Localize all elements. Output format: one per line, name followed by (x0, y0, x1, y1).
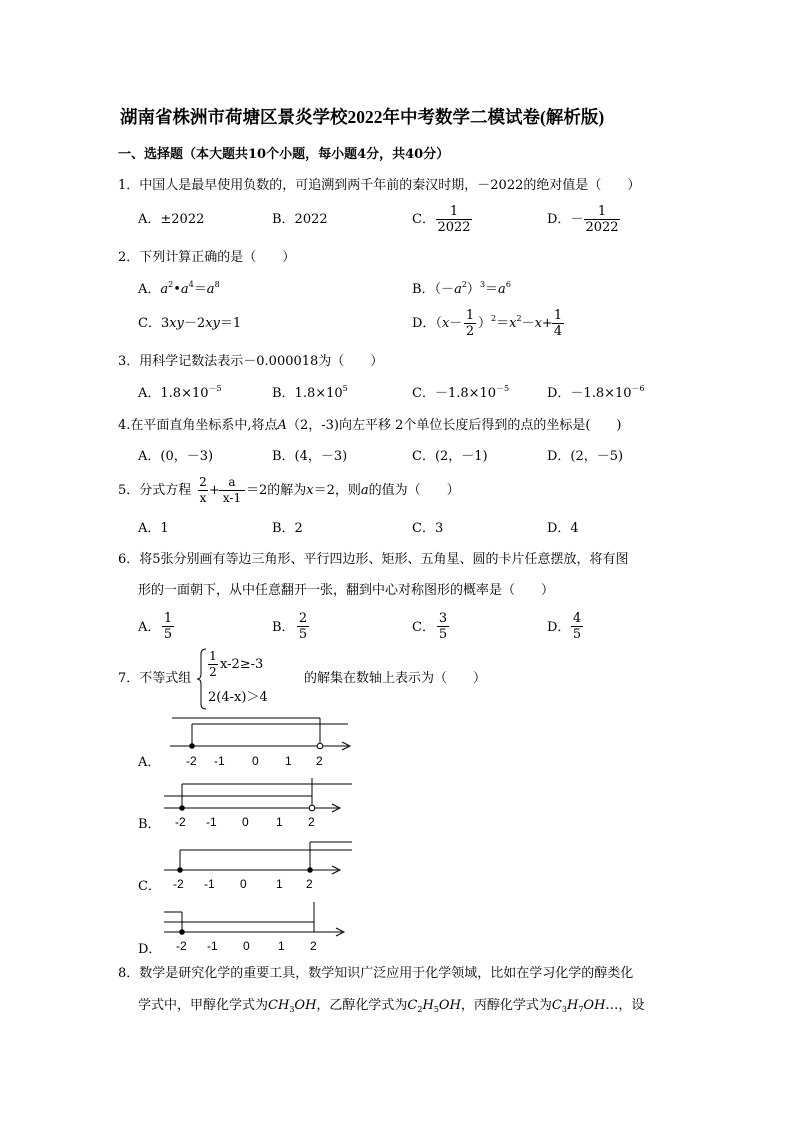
text: 4.在平面直角坐标系中,将点 (118, 418, 278, 433)
exp: －5 (496, 384, 510, 393)
op: ） (466, 282, 480, 297)
option-d: D． (547, 620, 571, 635)
tick-label: -2 (175, 815, 186, 829)
text: ＝2的解为 (246, 483, 307, 498)
tick-label: -2 (173, 877, 184, 891)
option-c: C．3 (412, 521, 444, 536)
fraction (584, 204, 620, 235)
fraction (297, 611, 309, 642)
numerator: a (228, 475, 236, 489)
option-d-tail (478, 316, 553, 332)
text: 学式中，甲醇化学式为 (138, 998, 269, 1013)
tick-label: 1 (276, 815, 283, 829)
option-a: A． (138, 620, 161, 635)
var: a (160, 282, 169, 297)
tick-label: -2 (176, 939, 187, 953)
tick-label: 0 (252, 754, 259, 768)
tick-label: 1 (276, 877, 283, 891)
text: ，乙醇化学式为 (316, 998, 408, 1013)
question-stem-line1: 6．将5张分别画有等边三角形、平行四边形、矩形、五角星、圆的卡片任意摆放，将有图 (118, 552, 629, 567)
closed-point (307, 867, 313, 873)
fraction (552, 308, 564, 339)
option-a: A．±2022 (138, 212, 205, 227)
text: B．1.8×10 (272, 386, 343, 401)
option-b: B．2 (272, 521, 303, 536)
denominator: 5 (163, 627, 173, 642)
denominator: 5 (438, 627, 448, 642)
option-a: A．1 (138, 521, 169, 536)
question-stem (118, 418, 622, 434)
formula: OH (438, 998, 461, 1013)
open-point (309, 805, 315, 811)
number-line-b (130, 776, 370, 832)
var: x (306, 483, 314, 498)
number-line-d (130, 902, 370, 958)
tick-label: -1 (207, 939, 218, 953)
closed-point (177, 867, 183, 873)
exp: 5 (342, 384, 348, 393)
text: ＝2，则 (313, 483, 361, 498)
exp: －5 (208, 384, 222, 393)
denominator: 5 (298, 627, 308, 642)
numerator: 1 (465, 308, 475, 323)
subscript: 3 (289, 1005, 295, 1014)
option-d: D．4 (547, 521, 579, 536)
formula: OH (294, 998, 317, 1013)
denominator: 2 (465, 324, 475, 339)
var: a (360, 483, 369, 498)
question-stem: 3．用科学记数法表示－0.000018为（ ） (118, 354, 384, 369)
fraction (198, 475, 208, 506)
stem-pre: 5．分式方程 (118, 483, 192, 498)
formula: H (422, 998, 434, 1013)
text: 的值为（ ） (368, 483, 460, 498)
fraction (208, 649, 218, 680)
option-c (412, 386, 509, 402)
inequality-2: 2(4-x)＞4 (208, 690, 268, 705)
subscript: 3 (561, 1005, 567, 1014)
exp: 6 (505, 280, 511, 289)
fraction (571, 611, 583, 642)
option-c: C．(2，－1) (412, 449, 488, 464)
var: xy (169, 316, 184, 331)
denominator: x-1 (222, 491, 242, 505)
numerator: 3 (438, 611, 448, 626)
formula: OH (583, 998, 606, 1013)
exp: 2 (168, 280, 174, 289)
option-b: B． (138, 817, 161, 832)
var: a (498, 282, 506, 297)
op: －2 (183, 316, 206, 331)
subscript: 2 (417, 1005, 423, 1014)
fraction (436, 204, 472, 235)
formula: C (551, 998, 562, 1013)
option-b: B．(4，－3) (272, 449, 348, 464)
number-line-a (130, 710, 370, 770)
closed-point (179, 805, 185, 811)
inequality-1: x-2≥-3 (220, 657, 264, 672)
tick-label: 0 (243, 939, 250, 953)
op: ＝ (485, 282, 499, 297)
var: xy (205, 316, 220, 331)
text: A．1.8×10 (138, 386, 209, 401)
exp: 2 (516, 314, 522, 323)
number-line-c (130, 838, 370, 896)
option-a: A．(0，－3) (138, 449, 214, 464)
subscript: 5 (433, 1005, 439, 1014)
label: B．（－ (412, 282, 455, 297)
op: ＝ (193, 282, 207, 297)
denominator: 2022 (437, 220, 471, 235)
stem-pre: 7．不等式组 (118, 671, 192, 686)
exp: 8 (214, 280, 220, 289)
plus: + (209, 483, 220, 498)
text: C．－1.8×10 (412, 386, 497, 401)
closed-point (189, 743, 195, 749)
formula: CH (268, 998, 290, 1013)
option-b (272, 386, 348, 402)
denominator: 2022 (585, 220, 619, 235)
text: D．－1.8×10 (547, 386, 632, 401)
var: x (534, 316, 542, 331)
text: …，设 (605, 998, 645, 1013)
option-c: C． (412, 212, 435, 227)
fraction (437, 611, 449, 642)
option-d: D． (138, 942, 162, 957)
fraction (464, 308, 476, 339)
var: a (180, 282, 189, 297)
text: ，丙醇化学式为 (460, 998, 552, 1013)
op: ＝ (496, 316, 510, 331)
option-c: C． (138, 879, 161, 894)
tick-label: -2 (186, 754, 197, 768)
op: ＝1 (219, 316, 242, 331)
stem-post: 的解集在数轴上表示为（ ） (304, 671, 487, 686)
option-a: A． (138, 755, 161, 770)
tick-label: 2 (308, 815, 315, 829)
option-c (138, 316, 241, 332)
question-stem-line2 (138, 998, 644, 1014)
fraction (162, 611, 174, 642)
var: x (509, 316, 517, 331)
option-b: B． (272, 620, 295, 635)
question-stem: 1．中国人是最早使用负数的，可追溯到两千年前的秦汉时期，－2022的绝对值是（ ） (118, 178, 641, 193)
op: + (541, 316, 553, 331)
document-title: 湖南省株洲市荷塘区景炎学校2022年中考数学二模试卷(解析版) (120, 107, 605, 127)
denominator: x (199, 491, 207, 505)
tick-label: 2 (310, 939, 317, 953)
tick-label: 1 (285, 754, 292, 768)
exp: 4 (188, 280, 194, 289)
fraction (219, 475, 245, 506)
numerator: 1 (209, 649, 217, 663)
stem-post (246, 483, 460, 499)
option-d: D．(2，－5) (547, 449, 624, 464)
closed-point (179, 929, 185, 935)
section-heading: 一、选择题（本大题共10个小题，每小题4分，共40分） (118, 147, 450, 162)
op: ） (478, 316, 492, 331)
denominator: 2 (209, 665, 217, 679)
label: D．（ (412, 316, 442, 331)
exp: 3 (479, 280, 486, 289)
option-b: B．2022 (272, 212, 328, 227)
numerator: 4 (572, 611, 582, 626)
text: （2，-3)向左平移 2个单位长度后得到的点的坐标是( ) (286, 418, 622, 433)
label: A． (138, 282, 161, 297)
var: A (277, 418, 287, 433)
subscript: 7 (578, 1005, 584, 1014)
open-point (317, 743, 323, 749)
denominator: 5 (572, 627, 582, 642)
question-stem: 2．下列计算正确的是（ ） (118, 250, 296, 265)
var: x (441, 316, 450, 331)
numerator: 2 (298, 611, 308, 626)
formula: H (566, 998, 579, 1013)
tick-label: 2 (316, 754, 323, 768)
exp: 2 (491, 314, 497, 323)
label: C．3 (138, 316, 170, 331)
brace-icon (196, 648, 208, 710)
option-c: C． (412, 620, 435, 635)
option-a (138, 282, 220, 298)
option-d (547, 386, 645, 402)
var: a (454, 282, 462, 297)
tick-label: 2 (306, 877, 313, 891)
tick-label: -1 (204, 877, 215, 891)
numerator: 1 (597, 204, 607, 219)
tick-label: -1 (206, 815, 217, 829)
op: － (449, 316, 463, 331)
option-d: D．－ (547, 212, 584, 227)
question-stem-line1: 8．数学是研究化学的重要工具，数学知识广泛应用于化学领域，比如在学习化学的醇类化 (118, 966, 634, 981)
option-b (412, 282, 511, 298)
option-a (138, 386, 222, 402)
tick-label: -1 (214, 754, 225, 768)
exp: 2 (461, 280, 467, 289)
numerator: 2 (199, 475, 207, 489)
question-stem-line2: 形的一面朝下，从中任意翻开一张，翻到中心对称图形的概率是（ ） (138, 583, 555, 598)
tick-label: 1 (278, 939, 285, 953)
tick-label: 0 (240, 877, 247, 891)
op: • (173, 282, 181, 297)
option-d-lead (412, 316, 462, 332)
tick-label: 0 (242, 815, 249, 829)
numerator: 1 (553, 308, 563, 323)
op: － (521, 316, 535, 331)
exp: －6 (631, 384, 645, 393)
denominator: 4 (553, 324, 563, 339)
var: a (206, 282, 215, 297)
numerator: 1 (163, 611, 173, 626)
numerator: 1 (449, 204, 459, 219)
formula: C (407, 998, 418, 1013)
